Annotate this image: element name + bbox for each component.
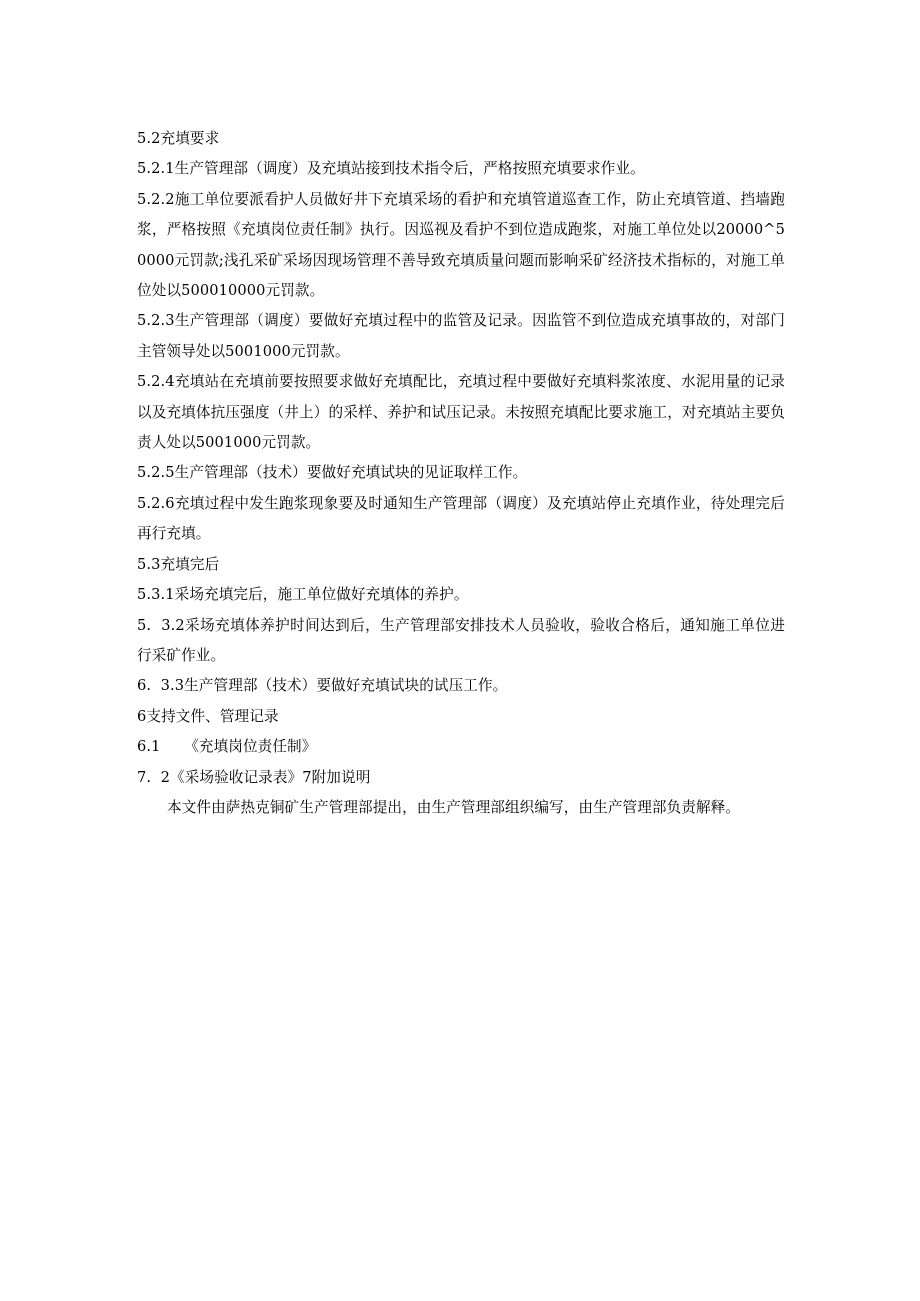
closing-statement: 本文件由萨热克铜矿生产管理部提出，由生产管理部组织编写，由生产管理部负责解释。 bbox=[167, 798, 741, 816]
clause-5-3-1: 5.3.1采场充填完后，施工单位做好充填体的养护。 bbox=[137, 586, 469, 604]
clause-5-2-6: 5.2.6充填过程中发生跑浆现象要及时通知生产管理部（调度）及充填站停止充填作业，待处理完后再行充填。 bbox=[137, 494, 785, 543]
section-heading-5-2: 5.2充填要求 bbox=[137, 130, 220, 147]
clause-6-1: 6.1 《充填岗位责任制》 bbox=[137, 738, 317, 756]
clause-7-2: 7. 2《采场验收记录表》7附加说明 bbox=[137, 768, 371, 786]
document-body bbox=[137, 124, 785, 823]
section-heading-5-3: 5.3充填完后 bbox=[137, 555, 220, 573]
clause-5-2-4: 5.2.4充填站在充填前要按照要求做好充填配比，充填过程中要做好充填料浆浓度、水泥用量的记录以及充填体抗压强度（井上）的采样、养护和试压记录。未按照充填配比要求施工，对充填站主要负责人处以5001000元罚款。 bbox=[137, 373, 785, 452]
clause-5-2-3: 5.2.3生产管理部（调度）要做好充填过程中的监管及记录。因监管不到位造成充填事故的，对部门主管领导处以5001000元罚款。 bbox=[137, 312, 785, 360]
clause-5-3-2: 5. 3.2采场充填体养护时间达到后，生产管理部安排技术人员验收，验收合格后，通知施工单位进行采矿作业。 bbox=[137, 616, 785, 664]
clause-5-3-3: 6. 3.3生产管理部（技术）要做好充填试块的试压工作。 bbox=[137, 677, 508, 695]
clause-5-2-5: 5.2.5生产管理部（技术）要做好充填试块的见证取样工作。 bbox=[137, 464, 528, 482]
section-heading-6: 6支持文件、管理记录 bbox=[137, 707, 279, 725]
clause-5-2-1: 5.2.1生产管理部（调度）及充填站接到技术指令后，严格按照充填要求作业。 bbox=[137, 160, 645, 178]
clause-5-2-2: 5.2.2施工单位要派看护人员做好井下充填采场的看护和充填管道巡查工作，防止充填管道、挡墙跑浆，严格按照《充填岗位责任制》执行。因巡视及看护不到位造成跑浆，对施工单位处以20000^50000元罚款;浅孔采矿采场因现场管理不善导致充填质量问题而影响采矿经济技术指标的，对施工单位处以500010000元罚款。 bbox=[137, 190, 785, 300]
